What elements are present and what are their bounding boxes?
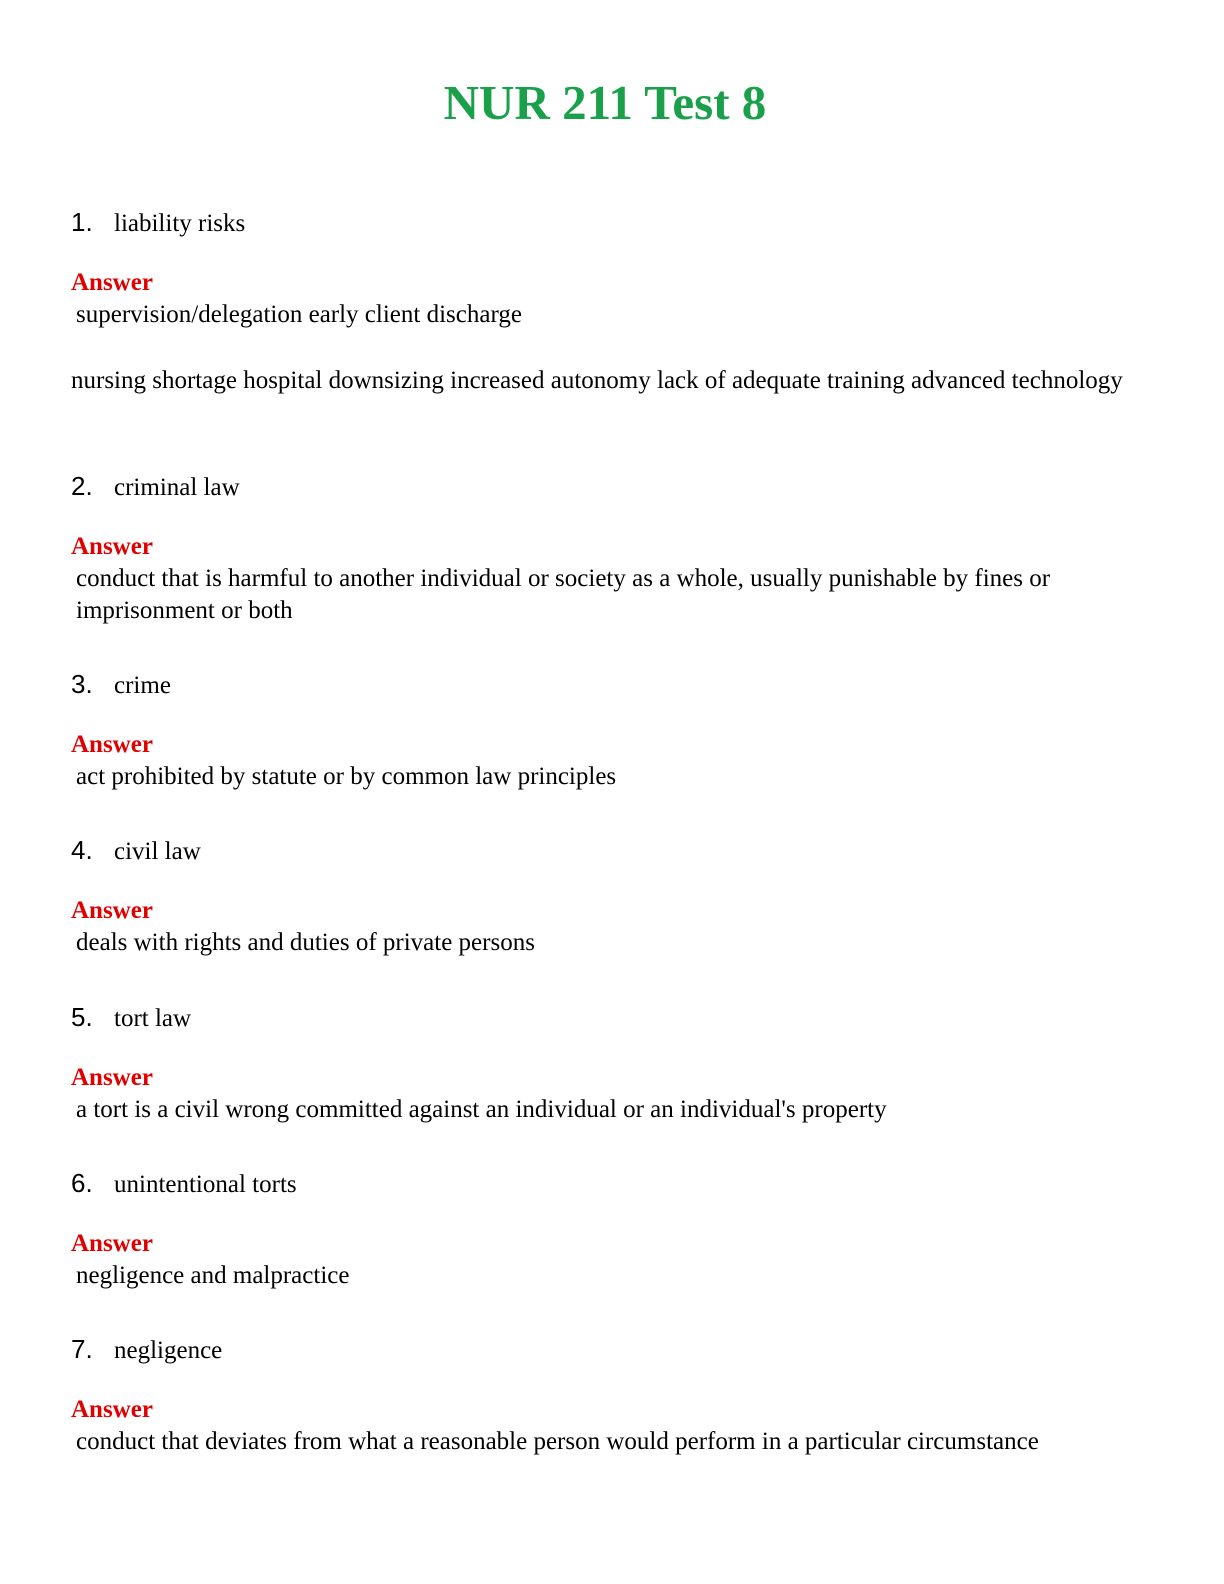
answer-label: Answer <box>71 269 153 296</box>
question-header <box>71 469 1151 503</box>
question-term: negligence <box>114 1337 223 1364</box>
question-header <box>71 1000 1151 1034</box>
question-header <box>71 1332 1151 1366</box>
answer-label: Answer <box>71 1396 153 1423</box>
answer-text: conduct that is harmful to another individual or society as a whole, usually punishable by fines or imprisonment or both <box>76 565 1051 624</box>
question-item <box>71 1166 1151 1292</box>
answer-text: negligence and malpractice <box>76 1262 350 1289</box>
answer-extra-text: nursing shortage hospital downsizing increased autonomy lack of adequate training advanced technology <box>71 367 1123 394</box>
question-number: 6. <box>71 1168 93 1198</box>
question-number: 5. <box>71 1002 93 1032</box>
answer-text: supervision/delegation early client discharge <box>76 301 522 328</box>
question-number: 2. <box>71 471 93 501</box>
question-term: civil law <box>114 838 201 865</box>
question-item <box>71 469 1151 627</box>
question-item <box>71 1000 1151 1126</box>
answer-label: Answer <box>71 897 153 924</box>
answer-label: Answer <box>71 731 153 758</box>
question-item <box>71 1332 1151 1458</box>
question-header <box>71 205 1151 239</box>
question-number: 7. <box>71 1334 93 1364</box>
question-term: liability risks <box>114 210 246 237</box>
question-item <box>71 833 1151 959</box>
question-header <box>71 833 1151 867</box>
question-number: 1. <box>71 207 93 237</box>
question-header <box>71 1166 1151 1200</box>
question-item <box>71 205 1151 397</box>
answer-text: act prohibited by statute or by common law principles <box>76 763 617 790</box>
answer-label: Answer <box>71 1064 153 1091</box>
answer-text: conduct that deviates from what a reasonable person would perform in a particular circumstance <box>76 1428 1039 1455</box>
answer-label: Answer <box>71 1230 153 1257</box>
question-item <box>71 667 1151 793</box>
question-number: 3. <box>71 669 93 699</box>
answer-label: Answer <box>71 533 153 560</box>
question-term: unintentional torts <box>114 1171 297 1198</box>
answer-text: deals with rights and duties of private persons <box>76 929 535 956</box>
question-term: crime <box>114 672 171 699</box>
document-title: NUR 211 Test 8 <box>443 75 767 130</box>
question-term: tort law <box>114 1005 192 1032</box>
question-term: criminal law <box>114 474 240 501</box>
question-header <box>71 667 1151 701</box>
question-number: 4. <box>71 835 93 865</box>
answer-text: a tort is a civil wrong committed against an individual or an individual's property <box>76 1096 887 1123</box>
